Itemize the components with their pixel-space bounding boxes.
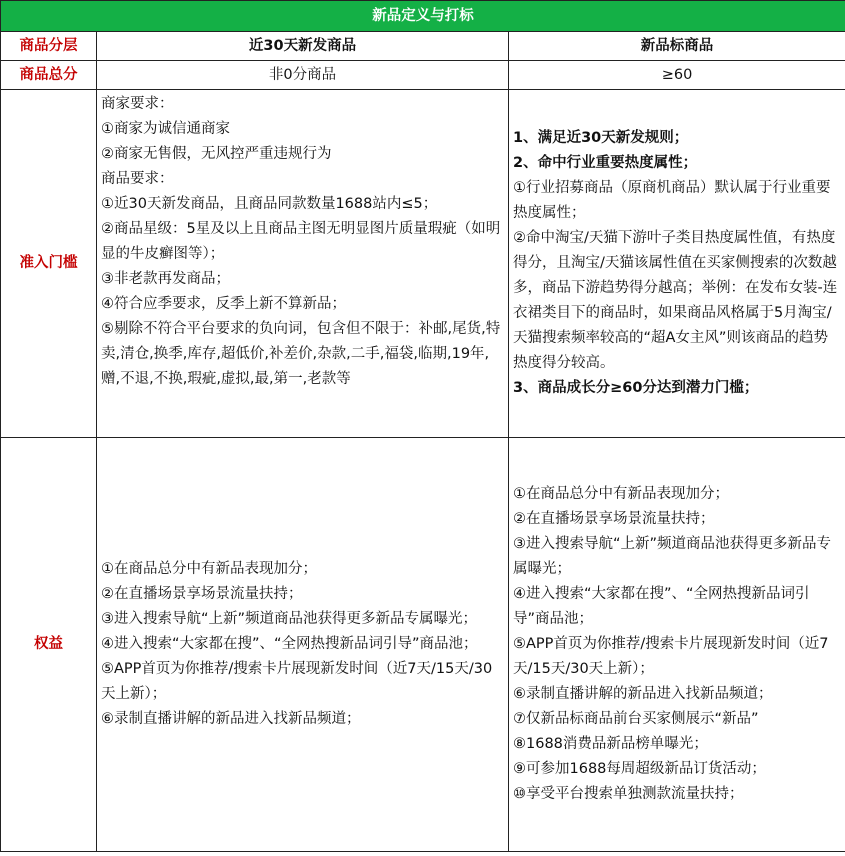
requirements-col2 bbox=[509, 90, 845, 438]
score-col2: ≥60 bbox=[509, 61, 845, 90]
header-col2: 新品标商品 bbox=[509, 32, 845, 61]
rights-item: ①在商品总分中有新品表现加分； bbox=[513, 486, 729, 502]
rights-item: ⑥录制直播讲解的新品进入找新品频道； bbox=[513, 686, 773, 702]
req-line: ②商家无售假，无风控严重违规行为 bbox=[101, 146, 332, 162]
req-detail: ①行业招募商品（原商机商品）默认属于行业重要热度属性； bbox=[513, 180, 831, 221]
rights-item: ④进入搜索“大家都在搜”、“全网热搜新品词引导”商品池； bbox=[513, 586, 810, 627]
req-line: ①商家为诚信通商家 bbox=[101, 121, 230, 137]
req-line: ②商品星级：5星及以上且商品主图无明显图片质量瑕疵（如明显的牛皮癣图等）； bbox=[101, 221, 501, 262]
rights-item: ④进入搜索“大家都在搜”、“全网热搜新品词引导”商品池； bbox=[101, 636, 478, 652]
req-line: ④符合应季要求，反季上新不算新品； bbox=[101, 296, 346, 312]
requirements-col1 bbox=[97, 90, 509, 438]
rights-item: ①在商品总分中有新品表现加分； bbox=[101, 561, 317, 577]
requirements-label: 准入门槛 bbox=[1, 90, 97, 438]
req-line: 商家要求： bbox=[101, 96, 174, 112]
rights-label: 权益 bbox=[1, 438, 97, 852]
header-col1: 近30天新发商品 bbox=[97, 32, 509, 61]
rights-item: ⑥录制直播讲解的新品进入找新品频道； bbox=[101, 711, 361, 727]
req-line: ①近30天新发商品，且商品同款数量1688站内≤5； bbox=[101, 196, 438, 212]
rights-item: ②在直播场景享场景流量扶持； bbox=[513, 511, 715, 527]
req-line: ⑤剔除不符合平台要求的负向词，包含但不限于：补邮,尾货,特卖,清仓,换季,库存,超低价,补差价,杂款,二手,福袋,临期,19年,赠,不退,不换,瑕疵,虚拟,最,第一,老款等 bbox=[101, 321, 501, 387]
rights-col2 bbox=[509, 438, 845, 852]
req-line: ③非老款再发商品； bbox=[101, 271, 230, 287]
rights-item: ⑤APP首页为你推荐/搜索卡片展现新发时间（近7天/15天/30天上新）； bbox=[101, 661, 493, 702]
req-rule-3: 3、商品成长分≥60分达到潜力门槛； bbox=[513, 380, 759, 396]
rights-item: ⑩享受平台搜索单独测款流量扶持； bbox=[513, 786, 744, 802]
score-label: 商品总分 bbox=[1, 61, 97, 90]
requirements-row bbox=[1, 90, 845, 438]
score-col1: 非0分商品 bbox=[97, 61, 509, 90]
rights-row bbox=[1, 438, 845, 852]
title-row bbox=[1, 1, 845, 32]
rights-item: ③进入搜索导航“上新”频道商品池获得更多新品专属曝光； bbox=[101, 611, 478, 627]
rights-item: ⑤APP首页为你推荐/搜索卡片展现新发时间（近7天/15天/30天上新）； bbox=[513, 636, 829, 677]
req-line: 商品要求： bbox=[101, 171, 174, 187]
rights-item: ②在直播场景享场景流量扶持； bbox=[101, 586, 303, 602]
rights-item: ⑧1688消费品新品榜单曝光； bbox=[513, 736, 708, 752]
rights-item: ③进入搜索导航“上新”频道商品池获得更多新品专属曝光； bbox=[513, 536, 832, 577]
rights-col1 bbox=[97, 438, 509, 852]
layer-label: 商品分层 bbox=[1, 32, 97, 61]
rights-item: ⑦仅新品标商品前台买家侧展示“新品” bbox=[513, 711, 759, 727]
req-rule-1: 1、满足近30天新发规则； bbox=[513, 130, 689, 146]
rights-item: ⑨可参加1688每周超级新品订货活动； bbox=[513, 761, 766, 777]
header-row bbox=[1, 32, 845, 61]
req-detail: ②命中淘宝/天猫下游叶子类目热度属性值，有热度得分，且淘宝/天猫该属性值在买家侧搜索的次数越多，商品下游趋势得分越高；举例：在发布女装-连衣裙类目下的商品时，如果商品风格属于5月淘宝/天猫搜索频率较高的“超A女主风”则该商品的趋势热度得分较高。 bbox=[513, 230, 838, 371]
table-title: 新品定义与打标 bbox=[1, 1, 845, 32]
score-row bbox=[1, 61, 845, 90]
req-rule-2: 2、命中行业重要热度属性； bbox=[513, 155, 698, 171]
